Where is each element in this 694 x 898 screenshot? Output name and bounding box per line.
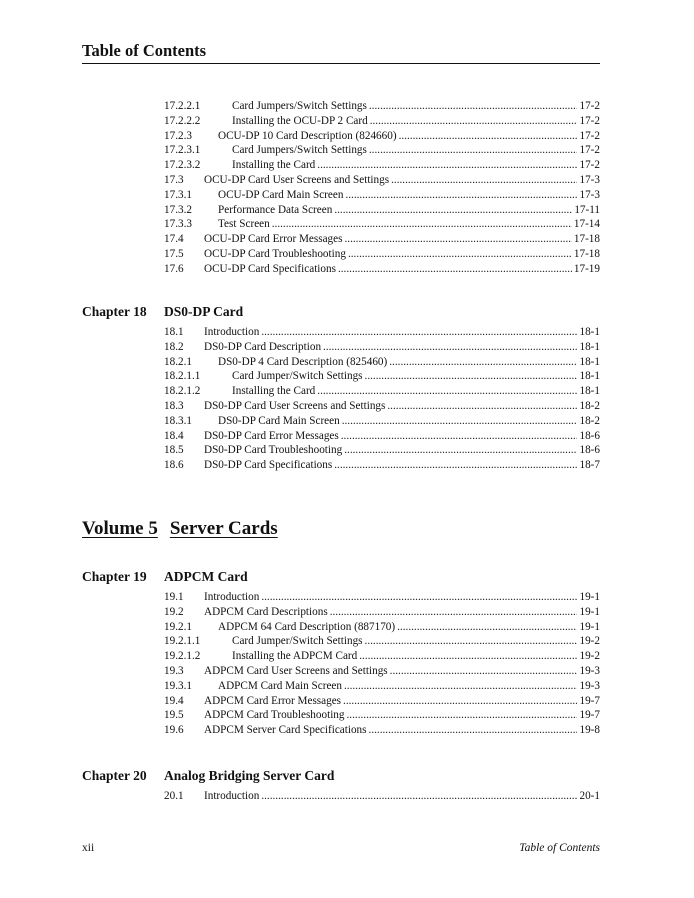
toc-chapter-20: [82, 768, 600, 805]
dot-leader: [317, 385, 577, 397]
toc-entry[interactable]: [82, 159, 600, 174]
chapter-title: ADPCM Card: [164, 569, 248, 584]
toc-entry-title: Installing the ADPCM Card: [232, 650, 358, 663]
toc-entry-number: 19.5: [164, 709, 184, 722]
dot-leader: [345, 189, 577, 201]
page-header-title: Table of Contents: [82, 41, 207, 60]
toc-entry-number: 18.4: [164, 429, 184, 442]
toc-entry-title: DS0-DP 4 Card Description (825460): [218, 355, 388, 368]
toc-entry-number: 17.3.1: [164, 188, 192, 201]
toc-entry-title: Installing the Card: [232, 385, 316, 398]
toc-entry-number: 19.2.1.2: [164, 650, 201, 663]
dot-leader: [369, 144, 578, 156]
toc-entry-number: 19.1: [164, 591, 184, 603]
toc-entry-title: ADPCM Server Card Specifications: [204, 724, 367, 737]
dot-leader: [397, 621, 577, 633]
toc-entry-page: 17-2: [579, 159, 600, 172]
dot-leader: [323, 341, 577, 353]
dot-leader: [365, 370, 578, 382]
toc-entry-number: 19.4: [164, 694, 184, 707]
toc-entry-number: 17.3.3: [164, 218, 192, 231]
toc-entry-page: 19-3: [579, 679, 600, 692]
toc-entry-title: Introduction: [204, 591, 260, 603]
toc-entry[interactable]: [82, 400, 600, 415]
toc-entry-number: 17.2.2.1: [164, 100, 201, 112]
dot-leader: [365, 635, 578, 647]
toc-entry[interactable]: [82, 415, 600, 430]
toc-entry-page: 19-3: [579, 664, 600, 677]
toc-entry-title: Test Screen: [218, 218, 270, 231]
toc-entry-number: 18.1: [164, 326, 184, 338]
toc-entry[interactable]: [82, 680, 600, 695]
toc-entry-number: 17.5: [164, 247, 184, 260]
dot-leader: [261, 591, 577, 603]
dot-leader: [261, 790, 577, 802]
toc-entry-page: 18-1: [579, 385, 600, 398]
toc-entry-number: 18.2.1.2: [164, 385, 201, 398]
toc-entry-page: 19-2: [579, 635, 600, 648]
toc-entry-title: OCU-DP Card Troubleshooting: [204, 247, 346, 260]
toc-entry[interactable]: [82, 356, 600, 371]
toc-entry-number: 18.3.1: [164, 414, 192, 427]
toc-entry-title: Introduction: [204, 790, 260, 802]
toc-entry-page: 19-8: [579, 724, 600, 737]
volume-heading: [82, 518, 278, 540]
dot-leader: [391, 174, 577, 186]
dot-leader: [342, 415, 578, 427]
dot-leader: [344, 680, 578, 692]
toc-entry[interactable]: [82, 709, 600, 724]
toc-entry-number: 18.2: [164, 340, 184, 353]
dot-leader: [334, 459, 577, 471]
toc-entry-title: DS0-DP Card Error Messages: [204, 429, 339, 442]
dot-leader: [317, 159, 577, 171]
toc-entry[interactable]: [82, 650, 600, 665]
toc-entry[interactable]: [82, 204, 600, 219]
toc-entry-title: DS0-DP Card Specifications: [204, 459, 333, 472]
toc-entry-title: Installing the OCU-DP 2 Card: [232, 114, 368, 127]
toc-entry-number: 19.3.1: [164, 679, 192, 692]
toc-entry-number: 18.3: [164, 399, 184, 412]
toc-entry-title: DS0-DP Card User Screens and Settings: [204, 399, 386, 412]
toc-entry-page: 17-2: [579, 114, 600, 127]
toc-entry-title: OCU-DP Card Main Screen: [218, 188, 344, 201]
chapter-heading: [82, 304, 600, 324]
toc-entry-page: 18-2: [579, 399, 600, 412]
toc-entries: [82, 100, 600, 278]
toc-entry-page: 19-1: [579, 591, 600, 603]
toc-entry-title: OCU-DP Card Error Messages: [204, 233, 343, 246]
toc-entry-page: 18-1: [579, 340, 600, 353]
dot-leader: [272, 218, 572, 230]
dot-leader: [348, 248, 572, 260]
toc-entry-number: 19.2.1: [164, 620, 192, 633]
toc-entry[interactable]: [82, 724, 600, 739]
toc-entry-title: ADPCM 64 Card Description (887170): [218, 620, 396, 633]
chapter-heading: [82, 768, 600, 788]
toc-entry-number: 17.3.2: [164, 203, 192, 216]
toc-entry[interactable]: [82, 144, 600, 159]
toc-entries: [82, 326, 600, 474]
dot-leader: [344, 233, 571, 245]
chapter-title: DS0-DP Card: [164, 304, 244, 319]
toc-entry-page: 17-11: [574, 203, 600, 216]
toc-entry[interactable]: [82, 174, 600, 189]
toc-entry-number: 18.2.1: [164, 355, 192, 368]
toc-entry-number: 19.2.1.1: [164, 635, 201, 648]
toc-entry-title: Card Jumpers/Switch Settings: [232, 100, 367, 112]
toc-entry-number: 17.6: [164, 262, 184, 275]
toc-entry-number: 17.4: [164, 233, 184, 246]
dot-leader: [369, 724, 578, 736]
dot-leader: [359, 650, 577, 662]
toc-entry-number: 19.2: [164, 605, 184, 618]
dot-leader: [387, 400, 577, 412]
dot-leader: [370, 115, 578, 127]
toc-entries: [82, 790, 600, 805]
toc-entry-number: 18.5: [164, 444, 184, 457]
chapter-heading: [82, 569, 600, 589]
toc-entry-title: Card Jumper/Switch Settings: [232, 370, 363, 383]
toc-entry[interactable]: [82, 695, 600, 710]
toc-entry-number: 17.2.3.2: [164, 159, 201, 172]
toc-entry[interactable]: [82, 100, 600, 115]
toc-entry-page: 18-1: [579, 355, 600, 368]
footer-section-title: Table of Contents: [519, 842, 600, 854]
toc-entry[interactable]: [82, 189, 600, 204]
toc-entry-number: 19.3: [164, 664, 184, 677]
toc-entry[interactable]: [82, 218, 600, 233]
toc-entry[interactable]: [82, 665, 600, 680]
toc-entry-number: 20.1: [164, 790, 184, 802]
toc-entry-title: Installing the Card: [232, 159, 316, 172]
toc-entry-title: ADPCM Card Troubleshooting: [204, 709, 345, 722]
dot-leader: [344, 444, 577, 456]
toc-entry[interactable]: [82, 591, 600, 606]
toc-entry-number: 19.6: [164, 724, 184, 737]
toc-entry[interactable]: [82, 233, 600, 248]
toc-entry-title: ADPCM Card Descriptions: [204, 605, 328, 618]
toc-entry-page: 18-6: [579, 444, 600, 457]
toc-entry-title: Introduction: [204, 326, 260, 338]
toc-entry-number: 17.2.3: [164, 129, 192, 142]
chapter-number: Chapter 20: [82, 768, 147, 783]
toc-entry-page: 17-2: [579, 100, 600, 112]
dot-leader: [390, 665, 578, 677]
toc-entry[interactable]: [82, 606, 600, 621]
toc-entry[interactable]: [82, 248, 600, 263]
dot-leader: [343, 695, 577, 707]
toc-entry[interactable]: [82, 790, 600, 805]
toc-entry-title: Performance Data Screen: [218, 203, 333, 216]
toc-entry-page: 18-7: [579, 459, 600, 472]
toc-entry[interactable]: [82, 326, 600, 341]
chapter-number: Chapter 18: [82, 304, 147, 319]
dot-leader: [261, 326, 577, 338]
toc-entry-title: Card Jumpers/Switch Settings: [232, 144, 367, 157]
chapter-title: Analog Bridging Server Card: [164, 768, 335, 783]
toc-entry-page: 17-2: [579, 129, 600, 142]
dot-leader: [347, 709, 578, 721]
toc-entry-page: 18-1: [579, 370, 600, 383]
toc-entry-page: 17-2: [579, 144, 600, 157]
toc-entry[interactable]: [82, 444, 600, 459]
toc-entry-page: 17-3: [579, 188, 600, 201]
dot-leader: [338, 263, 572, 275]
toc-chapter-18: [82, 304, 600, 474]
toc-entry-number: 17.2.2.2: [164, 114, 201, 127]
toc-entry-page: 20-1: [579, 790, 600, 802]
header-rule: [82, 63, 600, 64]
toc-entry-page: 18-1: [579, 326, 600, 338]
toc-entry-page: 18-6: [579, 429, 600, 442]
toc-entry-page: 19-2: [579, 650, 600, 663]
toc-entry-page: 19-1: [579, 605, 600, 618]
volume-title: Server Cards: [169, 518, 278, 539]
toc-block-chapter17: [82, 98, 600, 278]
toc-chapter-19: [82, 569, 600, 739]
toc-entry-page: 19-7: [579, 694, 600, 707]
footer-page-number: xii: [82, 842, 95, 854]
dot-leader: [330, 606, 578, 618]
toc-entry-title: Card Jumper/Switch Settings: [232, 635, 363, 648]
toc-entry-page: 17-14: [573, 218, 600, 231]
toc-entry[interactable]: [82, 385, 600, 400]
dot-leader: [341, 430, 578, 442]
toc-entry-page: 19-7: [579, 709, 600, 722]
toc-entry-title: OCU-DP Card User Screens and Settings: [204, 173, 390, 186]
toc-entry[interactable]: [82, 370, 600, 385]
volume-label: Volume 5: [82, 518, 158, 539]
toc-entry-page: 17-18: [573, 233, 600, 246]
toc-entry-number: 17.2.3.1: [164, 144, 201, 157]
toc-entry[interactable]: [82, 430, 600, 445]
toc-entry-title: OCU-DP Card Specifications: [204, 262, 336, 275]
toc-entry-title: DS0-DP Card Main Screen: [218, 414, 340, 427]
toc-entries: [82, 591, 600, 739]
toc-entry-page: 17-3: [579, 173, 600, 186]
toc-entry-title: ADPCM Card Error Messages: [204, 694, 342, 707]
dot-leader: [369, 100, 578, 112]
toc-entry-title: ADPCM Card Main Screen: [218, 679, 342, 692]
toc-entry[interactable]: [82, 459, 600, 474]
toc-entry[interactable]: [82, 341, 600, 356]
toc-entry[interactable]: [82, 115, 600, 130]
toc-entry-title: ADPCM Card User Screens and Settings: [204, 664, 388, 677]
dot-leader: [399, 130, 578, 142]
toc-entry-number: 18.6: [164, 459, 184, 472]
toc-entry[interactable]: [82, 130, 600, 145]
toc-entry-page: 18-2: [579, 414, 600, 427]
toc-entry-title: DS0-DP Card Description: [204, 340, 322, 353]
toc-entry[interactable]: [82, 635, 600, 650]
toc-entry-title: DS0-DP Card Troubleshooting: [204, 444, 343, 457]
toc-entry-page: 19-1: [579, 620, 600, 633]
toc-entry[interactable]: [82, 621, 600, 636]
toc-entry-page: 17-19: [573, 262, 600, 275]
dot-leader: [389, 356, 577, 368]
dot-leader: [334, 204, 572, 216]
toc-entry-number: 18.2.1.1: [164, 370, 201, 383]
toc-entry-page: 17-18: [573, 247, 600, 260]
toc-entry-title: OCU-DP 10 Card Description (824660): [218, 129, 397, 142]
toc-entry[interactable]: [82, 263, 600, 278]
toc-entry-number: 17.3: [164, 173, 184, 186]
chapter-number: Chapter 19: [82, 569, 147, 584]
